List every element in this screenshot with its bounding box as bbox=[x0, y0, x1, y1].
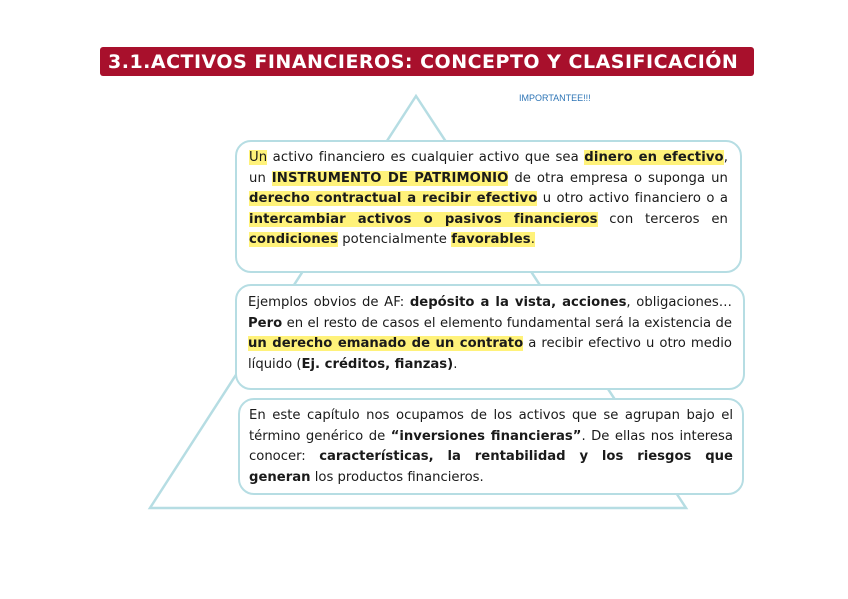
highlighted-term: intercambiar activos o pasivos financieros bbox=[249, 211, 598, 227]
bold-term: acciones bbox=[562, 295, 627, 310]
important-note: IMPORTANTEE!!! bbox=[519, 93, 591, 103]
text-span: con terceros en bbox=[597, 211, 728, 227]
bold-term: Pero bbox=[248, 315, 283, 331]
chapter-scope-box bbox=[238, 398, 744, 495]
text-span: u otro activo financiero o a bbox=[537, 191, 728, 206]
text-span: Un bbox=[249, 150, 268, 165]
text-span: Ejemplos obvios de AF: bbox=[248, 295, 410, 310]
text-span: de otra empresa o suponga un bbox=[508, 170, 728, 186]
text-span: , bbox=[551, 295, 563, 310]
text-span: a recibir efectivo u otro medio líquido ( bbox=[248, 336, 732, 372]
highlighted-term: INSTRUMENTO DE PATRIMONIO bbox=[271, 170, 509, 186]
highlighted-term: dinero en efectivo bbox=[584, 150, 724, 165]
highlighted-term: un derecho emanado de un contrato bbox=[248, 336, 524, 351]
text-span: los productos financieros. bbox=[310, 469, 484, 485]
title-banner bbox=[100, 47, 754, 76]
text-span: En este capítulo nos ocupamos de los activos que se agrupan bajo el término genérico de bbox=[249, 408, 733, 444]
highlighted-term: favorables bbox=[451, 232, 531, 247]
definition-text bbox=[249, 148, 728, 251]
text-span: . bbox=[530, 232, 535, 247]
bold-term: “inversiones financieras” bbox=[390, 428, 582, 444]
examples-box bbox=[235, 284, 745, 390]
chapter-scope-text bbox=[249, 406, 733, 488]
bold-term: características, la rentabilidad y los riesgos que generan bbox=[249, 449, 733, 485]
text-span: activo financiero es cualquier activo que sea bbox=[267, 150, 585, 165]
bold-term: depósito a la vista bbox=[409, 295, 552, 310]
text-span: en el resto de casos el elemento fundamental será la existencia de bbox=[282, 315, 732, 331]
text-span: , obligaciones… bbox=[626, 295, 732, 310]
bold-term: Ej. créditos, fianzas) bbox=[301, 356, 454, 372]
text-span: potencialmente bbox=[337, 232, 452, 247]
page-title: 3.1.ACTIVOS FINANCIEROS: CONCEPTO Y CLASIFICACIÓN bbox=[108, 50, 739, 73]
definition-box bbox=[235, 140, 742, 273]
text-span: , un bbox=[249, 150, 728, 186]
examples-text bbox=[248, 293, 732, 375]
highlighted-term: condiciones bbox=[249, 232, 338, 247]
text-span: . De ellas nos interesa conocer: bbox=[249, 428, 733, 464]
text-span: . bbox=[453, 356, 458, 372]
highlighted-term: derecho contractual a recibir efectivo bbox=[249, 191, 538, 206]
